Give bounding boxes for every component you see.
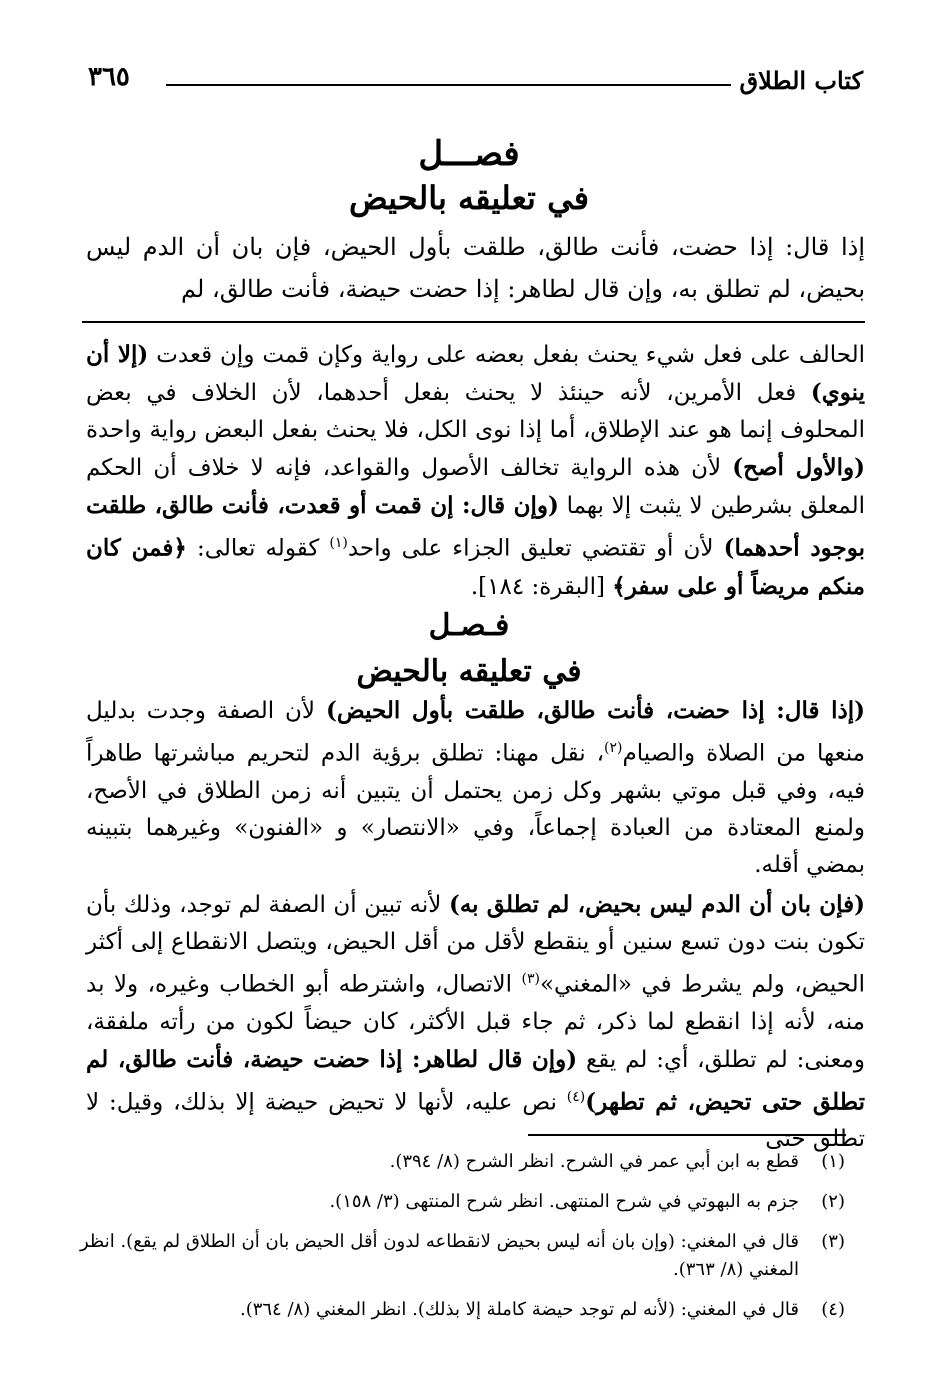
sharh-text: نص عليه، لأنها لا تحيض حيضة إلا بذلك، وقيل: لا تطلق حتى xyxy=(86,1089,865,1153)
footnote xyxy=(80,1228,845,1284)
quoted-matn: (وإن قال لطاهر: إذا حضت حيضة، فأنت طالق، لم تطلق حتى تحيض، ثم تطهر) xyxy=(86,1045,865,1116)
sharh-text: الحالف على فعل شيء يحنث بفعل بعضه على رواية وكإن قمت وإن قعدت xyxy=(148,342,865,368)
quoted-matn: (إذا قال: إذا حضت، فأنت طالق، طلقت بأول الحيض) xyxy=(326,697,866,724)
footnote-text: قطع به ابن أبي عمر في الشرح. انظر الشرح (٨/ ٣٩٤). xyxy=(389,1151,799,1172)
sharh-text: لأن الصفة وجدت بدليل منعها من الصلاة والصيام xyxy=(86,698,865,767)
quran-quote: ﴿فمن كان منكم مريضاً أو على سفر﴾ xyxy=(86,534,865,600)
footnote-number: (١) xyxy=(821,1151,845,1172)
footnote-ref: (٣) xyxy=(521,971,540,987)
sharh-paragraph-2 xyxy=(86,692,865,884)
sharh-text: لأن أو تقتضي تعليق الجزاء على واحد xyxy=(347,535,724,562)
footnote xyxy=(80,1188,845,1216)
footnote-text: جزم به البهوتي في شرح المنتهى. انظر شرح المنتهى (٣/ ١٥٨). xyxy=(329,1191,799,1212)
sharh-paragraph-3 xyxy=(86,886,865,1158)
footnote-text: قال في المغني: (لأنه لم توجد حيضة كاملة إلا بذلك). انظر المغني (٨/ ٣٦٤). xyxy=(239,1299,799,1320)
header-rule xyxy=(166,84,731,86)
sharh-text: ، نقل مهنا: تطلق برؤية الدم لتحريم مباشرتها طاهراً فيه، وفي قبل موتي بشهر وكل زمن يحتمل أن يتبين أنه زمن الطلاق في الأصح، ولمنع المعتادة من العبادة إجماعاً، وفي «الانتصار» و «الفنون» وغيرهما بتبينه بمضي أقله. xyxy=(86,740,865,878)
footnote-ref: (١) xyxy=(329,535,348,551)
quoted-matn: (وإن قال: إن قمت أو قعدت، فأنت طالق، طلقت بوجود أحدهما) xyxy=(86,492,865,562)
footnote-number: (٣) xyxy=(821,1231,845,1252)
matn-section-subheading: في تعليقه بالحيض xyxy=(348,179,590,217)
footnotes xyxy=(80,1148,845,1336)
footnote-separator xyxy=(528,1134,846,1136)
sharh-text: فعل الأمرين، لأنه حينئذ لا يحنث بفعل أحدهما، لأن الخلاف في بعض المحلوف إنما هو عند الإطلاق، أما إذا نوى الكل، فلا يحنث بفعل البعض رواية واحدة xyxy=(86,380,865,443)
sharh-text: كقوله تعالى: xyxy=(186,535,330,562)
quoted-matn: (والأول أصح) xyxy=(732,454,865,481)
page-number: ٣٦٥ xyxy=(88,62,130,92)
quoted-matn: (فإن بان أن الدم ليس بحيض، لم تطلق به) xyxy=(448,891,865,918)
footnote-text: قال في المغني: (وإن بان أنه ليس بحيض لانقطاعه لدون أقل الحيض بان أن الطلاق لم يقع). انظر المغني (٨/ ٣٦٣). xyxy=(80,1231,800,1280)
sharh-text: [البقرة: ١٨٤]. xyxy=(470,573,613,600)
running-header xyxy=(88,62,863,102)
footnote-number: (٤) xyxy=(821,1299,845,1320)
matn-section-heading: فصـــل xyxy=(418,134,520,174)
footnote xyxy=(80,1296,845,1324)
footnote xyxy=(80,1148,845,1176)
book-title: كتاب الطلاق xyxy=(739,66,863,95)
quoted-matn: (إلا أن ينوي) xyxy=(86,341,865,406)
matn-separator xyxy=(82,321,865,323)
footnote-number: (٢) xyxy=(821,1191,845,1212)
sharh-text: الاتصال، واشترطه أبو الخطاب وغيره، ولا بد منه، لأنه إذا انقطع لما ذكر، ثم جاء قبل الأكثر، كان حيضاً لكون من رأته ملفقة، ومعنى: لم تطلق، أي: لم يقع xyxy=(86,971,865,1073)
matn-text: إذا قال: إذا حضت، فأنت طالق، طلقت بأول الحيض، فإن بان أن الدم ليس بحيض، لم تطلق به، وإن قال لطاهر: إذا حضت حيضة، فأنت طالق، لم xyxy=(86,233,865,303)
footnote-ref: (٢) xyxy=(604,740,623,756)
sharh-text: لأن هذه الرواية تخالف الأصول والقواعد، فإنه لا خلاف أن الحكم المعلق بشرطين لا يثبت إلا بهما xyxy=(86,455,865,519)
sharh-section-heading: فـصـل xyxy=(428,608,510,643)
sharh-section-subheading: في تعليقه بالحيض xyxy=(356,654,582,689)
footnote-ref: (٤) xyxy=(566,1088,586,1105)
sharh-text: لأنه تبين أن الصفة لم توجد، وذلك بأن تكون بنت دون تسع سنين أو ينقطع لأقل من أقل الحيض، ويتصل الانقطاع إلى أكثر الحيض، ولم يشرط في «المغني» xyxy=(86,892,866,998)
sharh-paragraph-1 xyxy=(86,336,865,606)
